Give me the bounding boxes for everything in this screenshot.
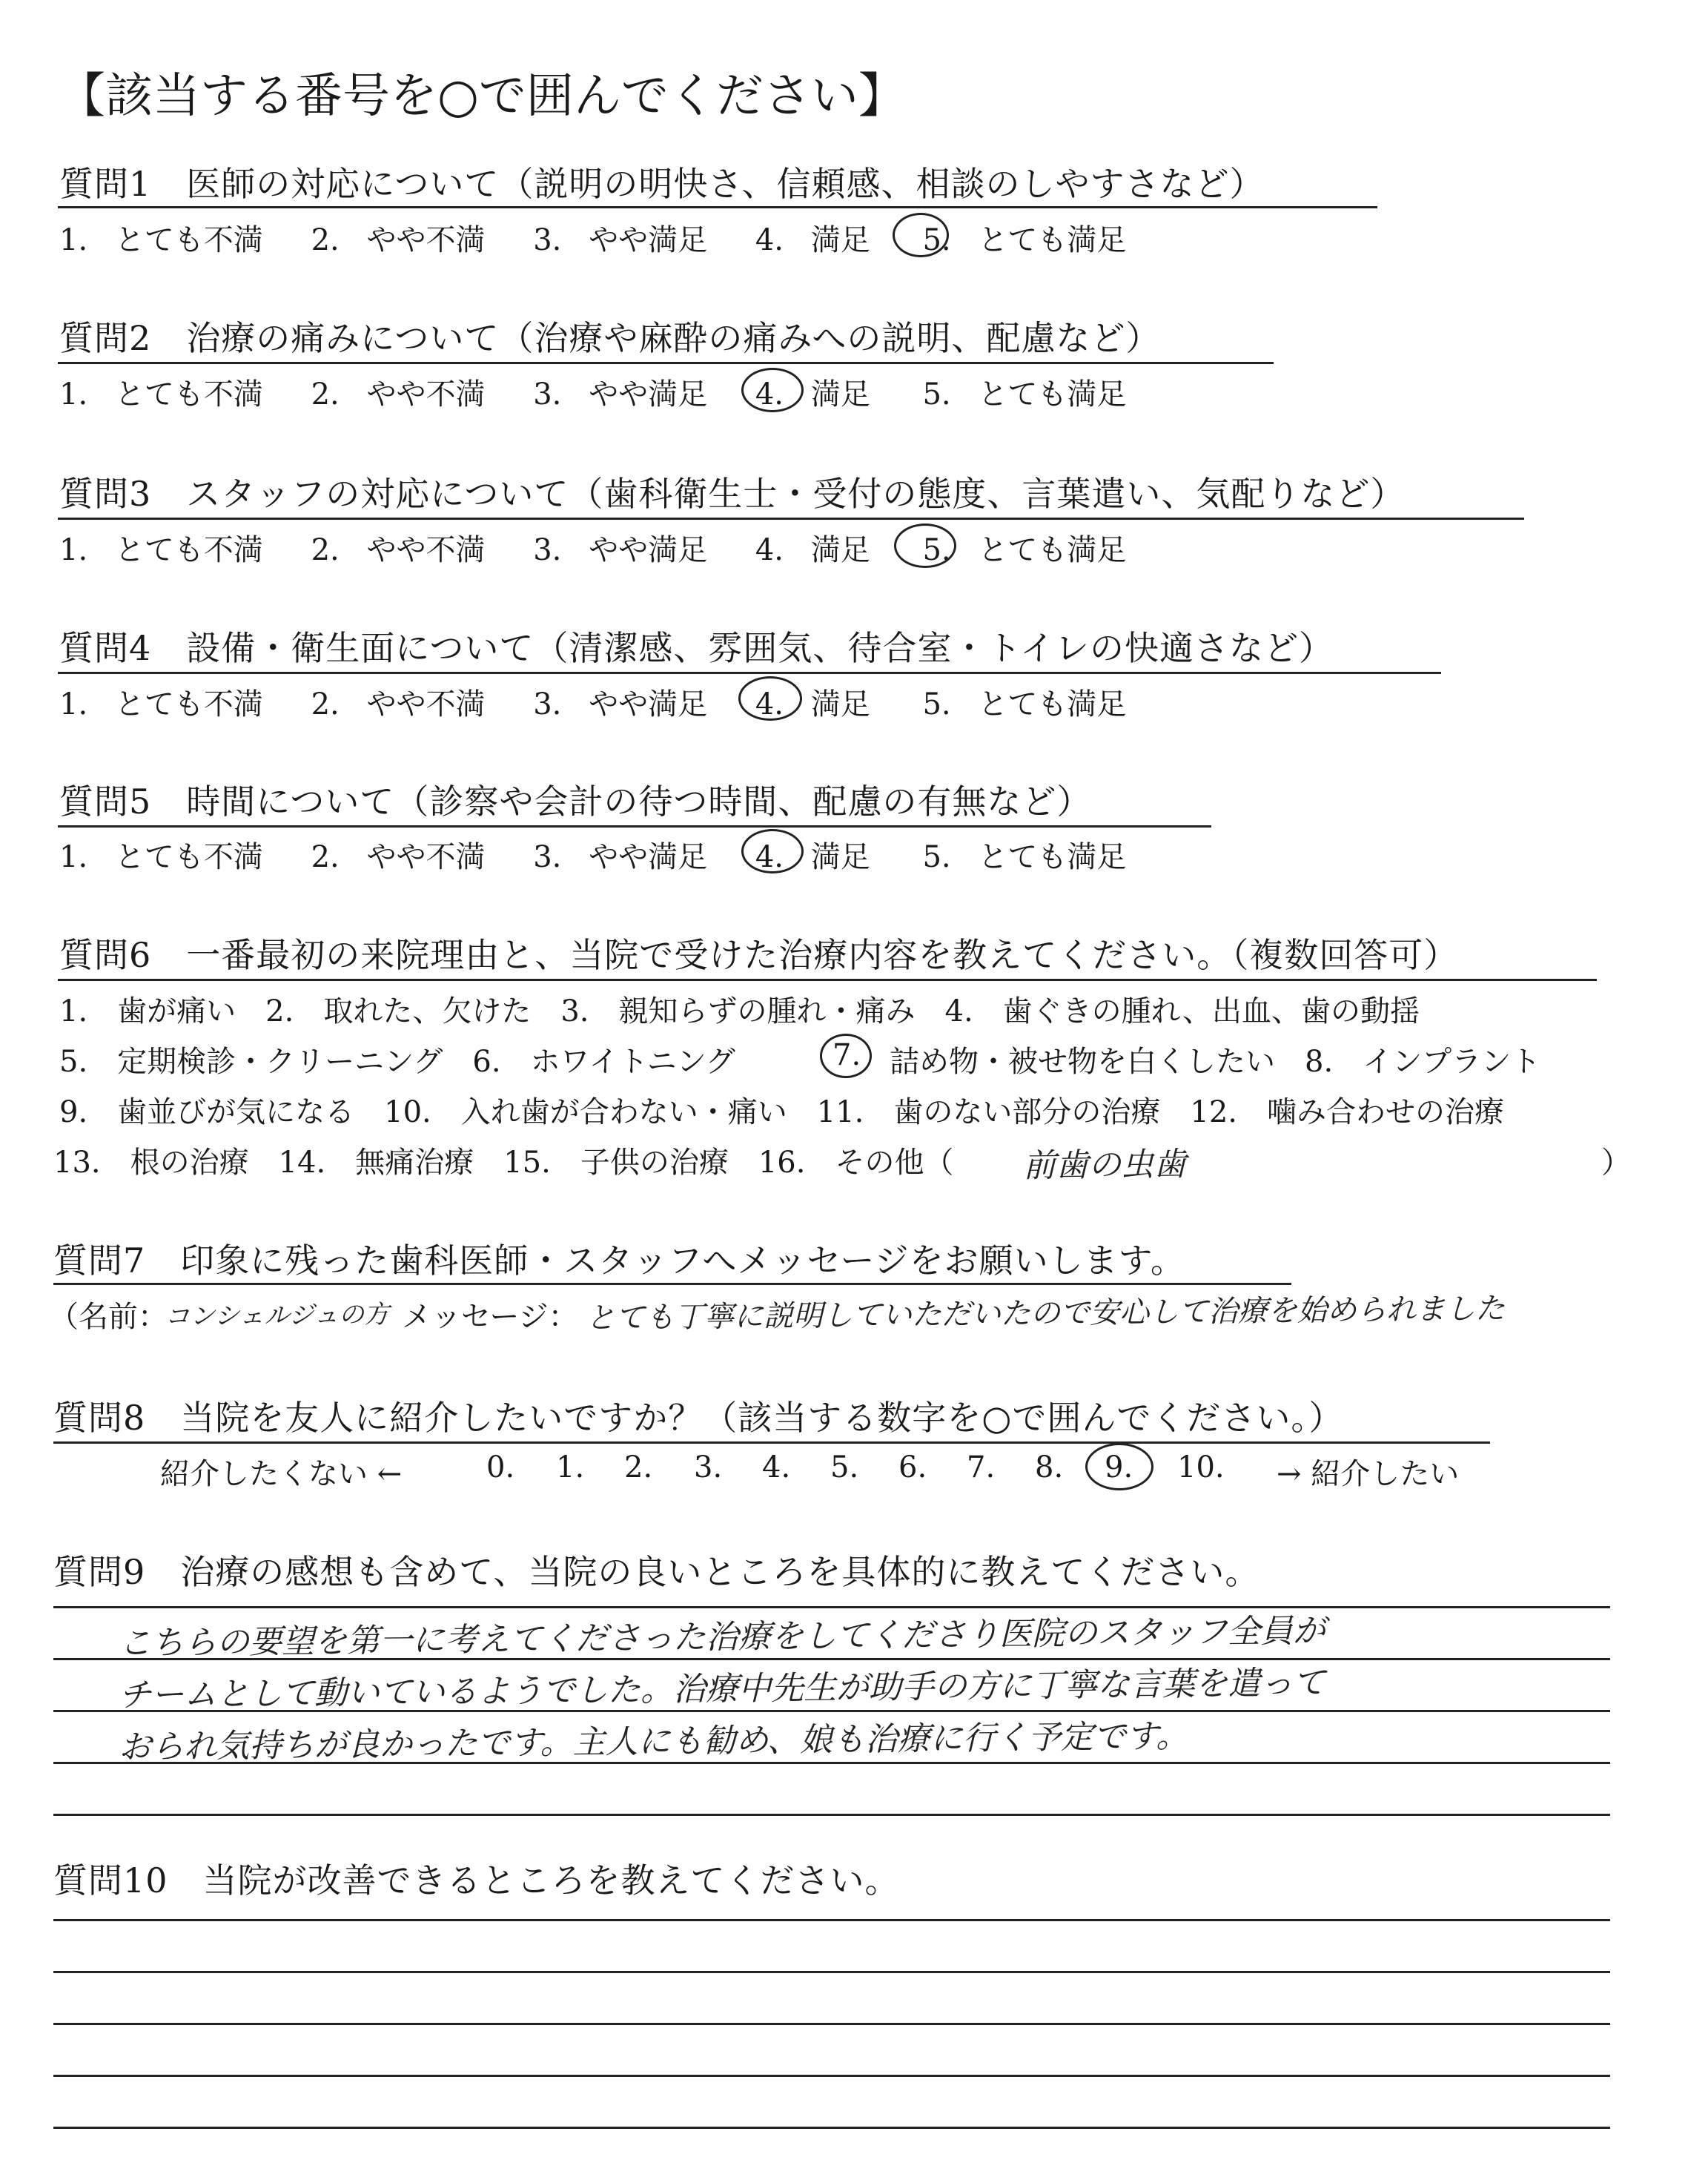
question-1-underline: [58, 206, 1377, 208]
question-6-options-line-2a[interactable]: 5. 定期検診・クリーニング 6. ホワイトニング: [59, 1045, 735, 1079]
selection-circle: [894, 524, 956, 568]
option-4-label[interactable]: 満足: [810, 840, 870, 874]
scale-2[interactable]: 2.: [624, 1450, 653, 1484]
option-2-number: 2.: [311, 533, 340, 567]
selection-circle: [893, 213, 949, 257]
question-1-options: [59, 217, 1126, 259]
question-9-title: 質問9 治療の感想も含めて、当院の良いところを具体的に教えてください。: [53, 1552, 1260, 1592]
option-4-number[interactable]: 4.: [755, 377, 784, 412]
option-1-number: 1.: [59, 533, 88, 567]
name-label: （名前：: [49, 1300, 168, 1334]
option-4-number[interactable]: 4.: [755, 840, 784, 874]
selection-circle: [741, 829, 804, 873]
answer-line: [53, 2075, 1610, 2077]
message-value-handwritten[interactable]: とても丁寧に説明していただいたので安心して治療を始められました: [585, 1292, 1506, 1335]
question-8-underline: [53, 1441, 1490, 1444]
option-1-label[interactable]: とても不満: [114, 840, 263, 874]
scale-6[interactable]: 6.: [898, 1450, 927, 1484]
option-1-label[interactable]: とても不満: [114, 687, 263, 721]
option-2-label[interactable]: やや不満: [366, 533, 486, 567]
option-4-label[interactable]: 満足: [810, 377, 870, 412]
scale-5[interactable]: 5.: [830, 1450, 859, 1484]
question-3-title: 質問3 スタッフの対応について（歯科衛生士・受付の態度、言葉遣い、気配りなど）: [59, 474, 1406, 514]
answer-handwritten-line-3[interactable]: おられ気持ちが良かったです。主人にも勧め、娘も治療に行く予定です。: [118, 1717, 1189, 1766]
question-2-options: [59, 371, 1126, 413]
scale-left-label: 紹介したくない ←: [160, 1457, 403, 1491]
option-2-number: 2.: [311, 377, 340, 412]
question-6-underline: [58, 979, 1597, 981]
selection-circle: [1085, 1443, 1153, 1490]
question-7-title: 質問7 印象に残った歯科医師・スタッフへメッセージをお願いします。: [53, 1241, 1185, 1281]
answer-handwritten-line-1[interactable]: こちらの要望を第一に考えてくださった治療をしてくださり医院のスタッフ全員が: [118, 1611, 1326, 1662]
option-3-label[interactable]: やや満足: [589, 687, 708, 721]
question-6-options-line-2b[interactable]: 詰め物・被せ物を白くしたい 8. インプラント: [890, 1045, 1541, 1079]
option-3-number: 3.: [533, 533, 562, 567]
option-5-label[interactable]: とても満足: [978, 687, 1127, 721]
option-1-number: 1.: [59, 840, 88, 874]
option-3-number: 3.: [533, 687, 562, 721]
page-title: 【該当する番号を○で囲んでください】: [58, 69, 906, 124]
question-6-title: 質問6 一番最初の来院理由と、当院で受けた治療内容を教えてください。（複数回答可）: [59, 935, 1459, 975]
question-2-underline: [58, 362, 1274, 364]
option-5-label[interactable]: とても満足: [978, 840, 1127, 874]
option-2-label[interactable]: やや不満: [366, 223, 486, 257]
scale-right-label: → 紹介したい: [1277, 1457, 1460, 1491]
option-2-label[interactable]: やや不満: [366, 687, 486, 721]
selection-circle: [820, 1034, 872, 1078]
question-4-options: [59, 681, 1126, 723]
option-1-label[interactable]: とても不満: [114, 223, 263, 257]
scale-8[interactable]: 8.: [1035, 1450, 1064, 1484]
question-6-options-line-4[interactable]: 13. 根の治療 14. 無痛治療 15. 子供の治療 16. その他（: [53, 1146, 954, 1180]
scale-0[interactable]: 0.: [486, 1450, 515, 1484]
selection-circle: [738, 676, 802, 721]
option-5-label[interactable]: とても満足: [978, 533, 1127, 567]
option-1-number: 1.: [59, 687, 88, 721]
question-6-options-line-3[interactable]: 9. 歯並びが気になる 10. 入れ歯が合わない・痛い 11. 歯のない部分の治療 12. 噛み合わせの治療: [59, 1095, 1505, 1129]
scale-9[interactable]: 9.: [1105, 1450, 1133, 1484]
option-1-label[interactable]: とても不満: [114, 377, 263, 412]
scale-3[interactable]: 3.: [694, 1450, 723, 1484]
option-7-number[interactable]: 7.: [833, 1038, 861, 1072]
question-4-underline: [58, 672, 1441, 674]
question-3-underline: [58, 518, 1524, 520]
question-1-title: 質問1 医師の対応について（説明の明快さ、信頼感、相談のしやすさなど）: [59, 164, 1265, 204]
option-2-label[interactable]: やや不満: [366, 840, 486, 874]
option-5-number: 5.: [922, 840, 951, 874]
question-3-options: [59, 526, 1126, 569]
message-label: メッセージ：: [402, 1300, 578, 1334]
question-5-underline: [58, 825, 1211, 828]
option-3-label[interactable]: やや満足: [589, 840, 708, 874]
question-10-title: 質問10 当院が改善できるところを教えてください。: [53, 1860, 900, 1900]
answer-line: [53, 1814, 1610, 1816]
option-4-label[interactable]: 満足: [810, 687, 870, 721]
answer-handwritten-line-2[interactable]: チームとして動いているようでした。治療中先生が助手の方に丁寧な言葉を遣って: [118, 1663, 1326, 1714]
option-5-number[interactable]: 5.: [922, 533, 951, 567]
question-5-title: 質問5 時間について（診察や会計の待つ時間、配慮の有無など）: [59, 782, 1092, 822]
question-4-title: 質問4 設備・衛生面について（清潔感、雰囲気、待合室・トイレの快適さなど）: [59, 628, 1334, 668]
answer-line: [53, 1971, 1610, 1973]
option-3-label[interactable]: やや満足: [589, 377, 708, 412]
option-3-number: 3.: [533, 840, 562, 874]
question-2-title: 質問2 治療の痛みについて（治療や麻酔の痛みへの説明、配慮など）: [59, 318, 1161, 358]
option-4-label[interactable]: 満足: [810, 223, 870, 257]
option-1-number: 1.: [59, 223, 88, 257]
answer-line: [53, 2127, 1610, 2129]
option-1-label[interactable]: とても不満: [114, 533, 263, 567]
answer-line: [53, 2023, 1610, 2025]
answer-line: [53, 1606, 1610, 1608]
question-6-options-line-1[interactable]: 1. 歯が痛い 2. 取れた、欠けた 3. 親知らずの腫れ・痛み 4. 歯ぐきの腫れ、出血、歯の動揺: [59, 994, 1420, 1028]
option-5-label[interactable]: とても満足: [978, 223, 1127, 257]
option-5-number: 5.: [922, 687, 951, 721]
other-answer-handwritten[interactable]: 前歯の虫歯: [1022, 1145, 1187, 1185]
option-4-number: 4.: [755, 533, 784, 567]
question-5-options: [59, 833, 1126, 876]
close-paren: ）: [1601, 1146, 1631, 1180]
option-4-label[interactable]: 満足: [810, 533, 870, 567]
option-3-number: 3.: [533, 223, 562, 257]
option-4-number[interactable]: 4.: [755, 687, 784, 721]
question-7-underline: [53, 1283, 1291, 1285]
name-value-handwritten[interactable]: コンシェルジュの方: [164, 1299, 390, 1332]
option-4-number: 4.: [755, 223, 784, 257]
option-5-number[interactable]: 5.: [922, 223, 951, 257]
selection-circle: [741, 368, 804, 412]
option-2-number: 2.: [311, 687, 340, 721]
scale-10[interactable]: 10.: [1177, 1450, 1225, 1484]
option-2-number: 2.: [311, 223, 340, 257]
option-3-label[interactable]: やや満足: [589, 533, 708, 567]
question-8-title: 質問8 当院を友人に紹介したいですか？（該当する数字を○で囲んでください。）: [53, 1398, 1344, 1438]
answer-line: [53, 1919, 1610, 1921]
scale-1[interactable]: 1.: [556, 1450, 585, 1484]
option-3-number: 3.: [533, 377, 562, 412]
option-1-number: 1.: [59, 377, 88, 412]
option-3-label[interactable]: やや満足: [589, 223, 708, 257]
option-2-number: 2.: [311, 840, 340, 874]
option-2-label[interactable]: やや不満: [366, 377, 486, 412]
option-5-number: 5.: [922, 377, 951, 412]
scale-4[interactable]: 4.: [762, 1450, 791, 1484]
scale-7[interactable]: 7.: [967, 1450, 996, 1484]
option-5-label[interactable]: とても満足: [978, 377, 1127, 412]
